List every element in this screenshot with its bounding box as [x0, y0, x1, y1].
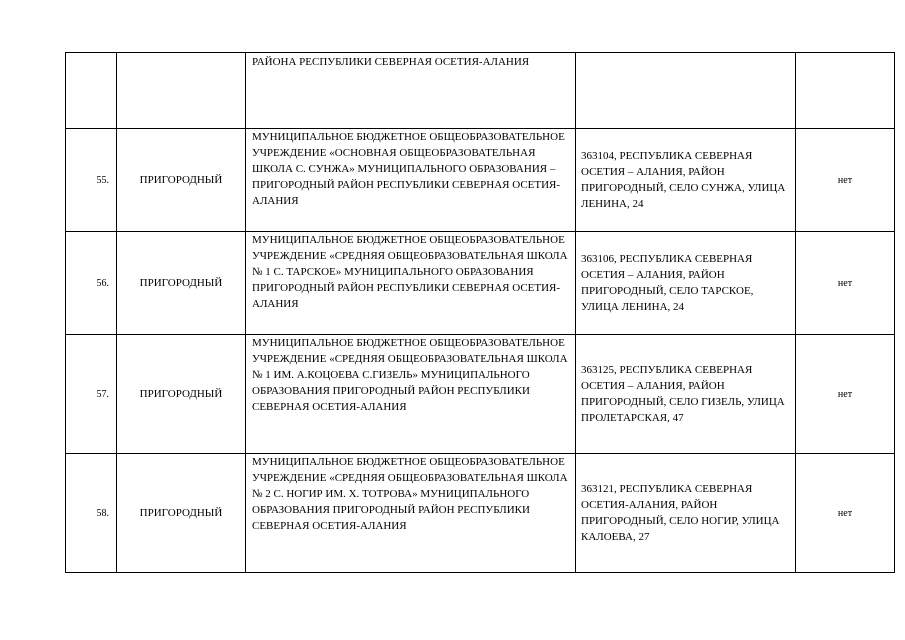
- flag-cell: [796, 335, 895, 454]
- address-text: 363125, РЕСПУБЛИКА СЕВЕРНАЯ ОСЕТИЯ – АЛАНИЯ, РАЙОН ПРИГОРОДНЫЙ, СЕЛО ГИЗЕЛЬ, УЛИЦА ПРОЛЕТАРСКАЯ, 47: [581, 364, 785, 424]
- school-name-cell: МУНИЦИПАЛЬНОЕ БЮДЖЕТНОЕ ОБЩЕОБРАЗОВАТЕЛЬНОЕ УЧРЕЖДЕНИЕ «СРЕДНЯЯ ОБЩЕОБРАЗОВАТЕЛЬНАЯ ШКОЛА № 2 С. НОГИР ИМ. Х. ТОТРОВА» МУНИЦИПАЛЬНОГО ОБРАЗОВАНИЯ ПРИГОРОДНЫЙ РАЙОН РЕСПУБЛИКИ СЕВЕРНАЯ ОСЕТИЯ-АЛАНИЯ: [246, 454, 576, 573]
- flag-cell: [796, 232, 895, 335]
- district-cell: ПРИГОРОДНЫЙ: [117, 454, 246, 573]
- school-name-cell: МУНИЦИПАЛЬНОЕ БЮДЖЕТНОЕ ОБЩЕОБРАЗОВАТЕЛЬНОЕ УЧРЕЖДЕНИЕ «СРЕДНЯЯ ОБЩЕОБРАЗОВАТЕЛЬНАЯ ШКОЛА № 1 С. ТАРСКОЕ» МУНИЦИПАЛЬНОГО ОБРАЗОВАНИЯ ПРИГОРОДНЫЙ РАЙОН РЕСПУБЛИКИ СЕВЕРНАЯ ОСЕТИЯ-АЛАНИЯ: [246, 232, 576, 335]
- table-row: [66, 335, 895, 454]
- flag-value: нет: [837, 388, 853, 400]
- row-number: 55.: [96, 174, 109, 186]
- school-name-cell: РАЙОНА РЕСПУБЛИКИ СЕВЕРНАЯ ОСЕТИЯ-АЛАНИЯ: [246, 53, 576, 129]
- table-row: [66, 232, 895, 335]
- flag-value: нет: [837, 277, 853, 289]
- address-cell: [576, 232, 796, 335]
- flag-cell: [796, 129, 895, 232]
- address-text: 363104, РЕСПУБЛИКА СЕВЕРНАЯ ОСЕТИЯ – АЛАНИЯ, РАЙОН ПРИГОРОДНЫЙ, СЕЛО СУНЖА, УЛИЦА ЛЕНИНА, 24: [581, 150, 786, 210]
- address-cell: [576, 335, 796, 454]
- row-number-cell: [66, 129, 117, 232]
- school-name-cell: МУНИЦИПАЛЬНОЕ БЮДЖЕТНОЕ ОБЩЕОБРАЗОВАТЕЛЬНОЕ УЧРЕЖДЕНИЕ «ОСНОВНАЯ ОБЩЕОБРАЗОВАТЕЛЬНАЯ ШКОЛА С. СУНЖА» МУНИЦИПАЛЬНОГО ОБРАЗОВАНИЯ – ПРИГОРОДНЫЙ РАЙОН РЕСПУБЛИКИ СЕВЕРНАЯ ОСЕТИЯ-АЛАНИЯ: [246, 129, 576, 232]
- address-cell: [576, 129, 796, 232]
- district-cell: ПРИГОРОДНЫЙ: [117, 232, 246, 335]
- school-name-cell: МУНИЦИПАЛЬНОЕ БЮДЖЕТНОЕ ОБЩЕОБРАЗОВАТЕЛЬНОЕ УЧРЕЖДЕНИЕ «СРЕДНЯЯ ОБЩЕОБРАЗОВАТЕЛЬНАЯ ШКОЛА № 1 ИМ. А.КОЦОЕВА С.ГИЗЕЛЬ» МУНИЦИПАЛЬНОГО ОБРАЗОВАНИЯ ПРИГОРОДНЫЙ РАЙОН РЕСПУБЛИКИ СЕВЕРНАЯ ОСЕТИЯ-АЛАНИЯ: [246, 335, 576, 454]
- district-cell: ПРИГОРОДНЫЙ: [117, 335, 246, 454]
- flag-cell: [796, 454, 895, 573]
- address-text: 363121, РЕСПУБЛИКА СЕВЕРНАЯ ОСЕТИЯ-АЛАНИЯ, РАЙОН ПРИГОРОДНЫЙ, СЕЛО НОГИР, УЛИЦА КАЛОЕВА, 27: [581, 483, 780, 543]
- row-number: 56.: [96, 277, 109, 289]
- flag-value: нет: [837, 507, 853, 519]
- address-cell: [576, 53, 796, 129]
- table-row: [66, 454, 895, 573]
- flag-cell: [796, 53, 895, 129]
- row-number-cell: [66, 454, 117, 573]
- table-row-continued: [66, 53, 895, 129]
- address-cell: [576, 454, 796, 573]
- row-number: 57.: [96, 388, 109, 400]
- schools-table: [65, 52, 895, 573]
- row-number: 58.: [96, 507, 109, 519]
- row-number-cell: [66, 335, 117, 454]
- row-number-cell: [66, 53, 117, 129]
- district-cell: ПРИГОРОДНЫЙ: [117, 129, 246, 232]
- table-row: [66, 129, 895, 232]
- address-text: 363106, РЕСПУБЛИКА СЕВЕРНАЯ ОСЕТИЯ – АЛАНИЯ, РАЙОН ПРИГОРОДНЫЙ, СЕЛО ТАРСКОЕ, УЛИЦА ЛЕНИНА, 24: [581, 253, 754, 313]
- district-cell: [117, 53, 246, 129]
- flag-value: нет: [837, 174, 853, 186]
- row-number-cell: [66, 232, 117, 335]
